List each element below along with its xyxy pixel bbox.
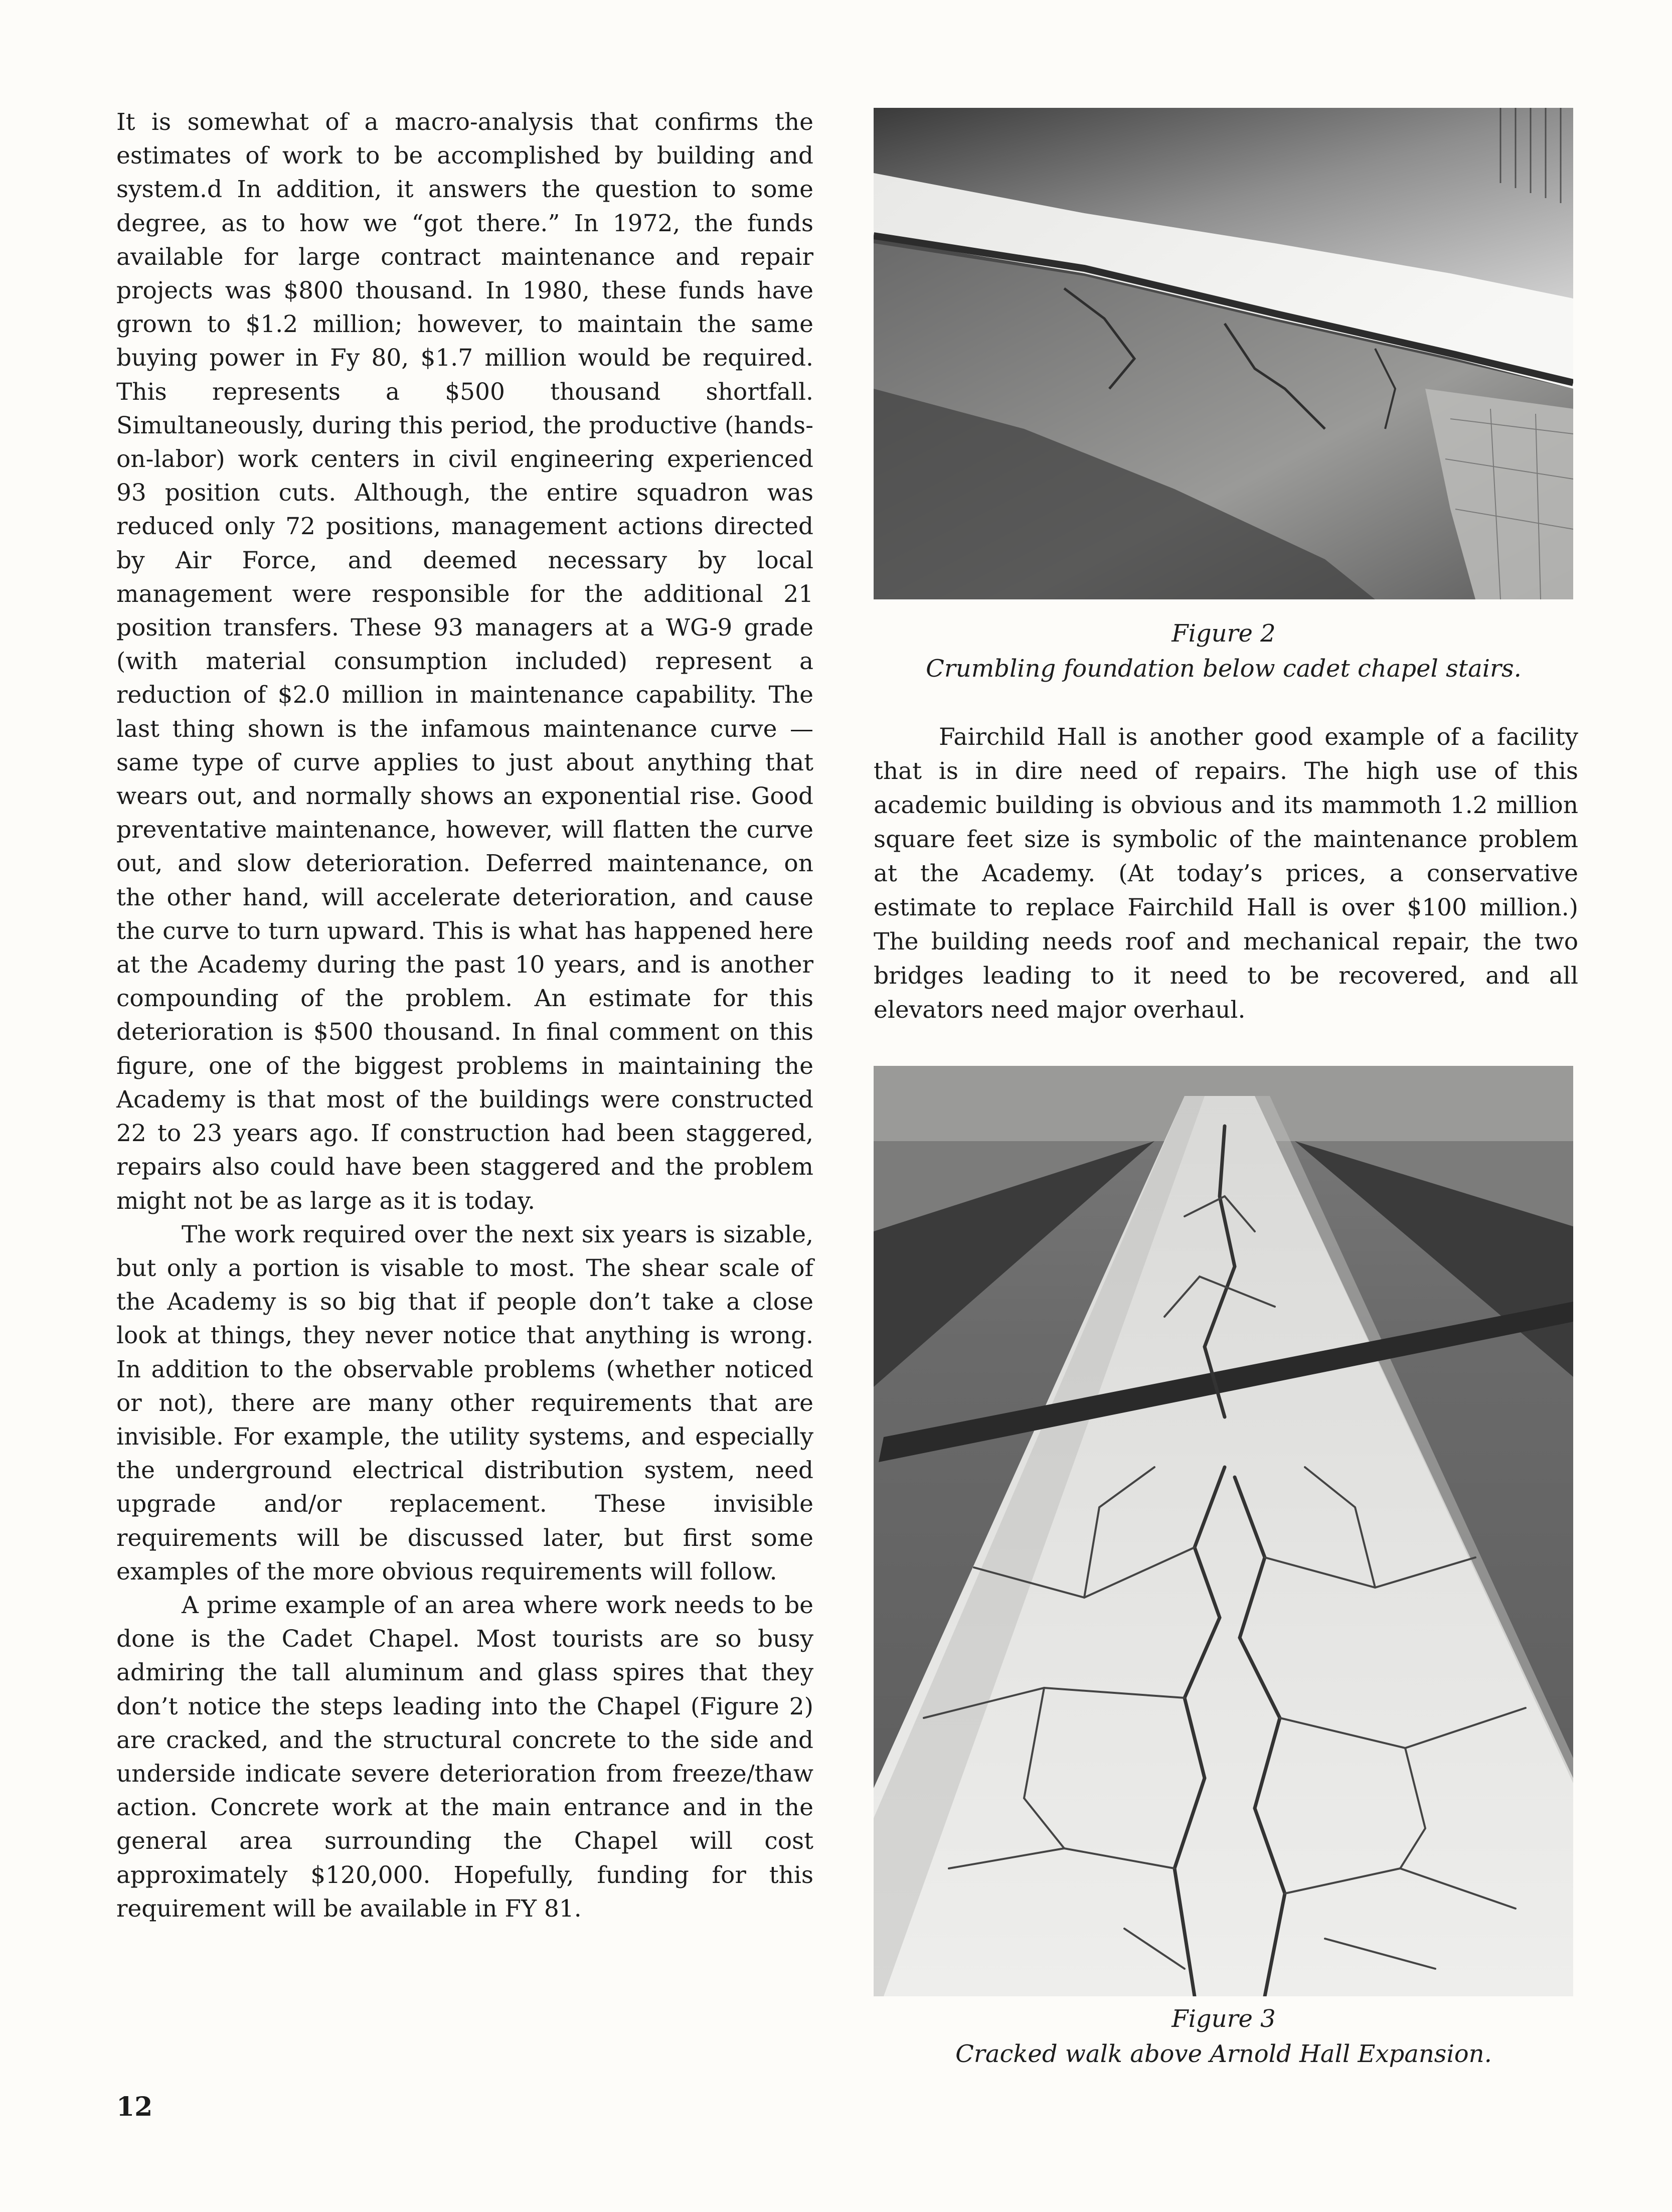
- right-column-paragraph: Fairchild Hall is another good example of a facility that is in dire need of repairs. The high use of this academic building is obvious and its mammoth 1.2 million square feet size is symbolic of the maintenance problem at the Academy. (At today’s prices, a conservative estimate to replace Fairchild Hall is over $100 million.) The building needs roof and mechanical repair, the two bridges leading to it need to be recovered, and all elevators need major overhaul.: [874, 723, 1578, 1024]
- body-paragraph-2: The work required over the next six years is sizable, but only a portion is visable to most. The shear scale of the Academy is so big that if people don’t take a close look at things, they never notice that anything is wrong. In addition to the observable problems (whether noticed or not), there are many other requirements that are invisible. For example, the utility systems, and especially the underground electrical distribution system, need upgrade and/or replacement. These invisible requirements will be discussed later, but first some examples of the more obvious requirements will follow.: [116, 1220, 813, 1586]
- figure-3-caption-text: Cracked walk above Arnold Hall Expansion.: [955, 2040, 1492, 2068]
- figure-3-caption: [848, 2001, 1600, 2072]
- figure-3-image: [874, 1066, 1573, 1996]
- right-column: [874, 720, 1578, 1027]
- figure-2-label: Figure 2: [1172, 619, 1276, 648]
- figure-2-image: [874, 108, 1573, 599]
- page-number: 12: [116, 2092, 153, 2122]
- figure-3-photo: [874, 1066, 1573, 1996]
- left-column: [116, 105, 813, 1926]
- figure-2-caption: [848, 616, 1600, 686]
- body-paragraph-3: A prime example of an area where work needs to be done is the Cadet Chapel. Most tourists are so busy admiring the tall aluminum and glass spires that they don’t notice the steps leading into the Chapel (Figure 2) are cracked, and the structural concrete to the side and underside indicate severe deterioration from freeze/thaw action. Concrete work at the main entrance and in the general area surrounding the Chapel will cost approximately $120,000. Hopefully, funding for this requirement will be available in FY 81.: [116, 1591, 813, 1923]
- figure-3-label: Figure 3: [1172, 2005, 1276, 2033]
- figure-2-photo: [874, 108, 1573, 599]
- body-paragraph-1: It is somewhat of a macro-analysis that confirms the estimates of work to be accomplished by building and system.d In addition, it answers the question to some degree, as to how we “got there.” In 1972, the funds available for large contract maintenance and repair projects was $800 thousand. In 1980, these funds have grown to $1.2 million; however, to maintain the same buying power in Fy 80, $1.7 million would be required. This represents a $500 thousand shortfall. Simultaneously, during this period, the productive (hands-on-labor) work centers in civil engineering experienced 93 position cuts. Although, the entire squadron was reduced only 72 positions, management actions directed by Air Force, and deemed necessary by local management were responsible for the additional 21 position transfers. These 93 managers at a WG-9 grade (with material consumption included) represent a reduction of $2.0 million in maintenance capability. The last thing shown is the infamous maintenance curve — same type of curve applies to just about anything that wears out, and normally shows an exponential rise. Good preventative maintenance, however, will flatten the curve out, and slow deterioration. Deferred maintenance, on the other hand, will accelerate deterioration, and cause the curve to turn upward. This is what has happened here at the Academy during the past 10 years, and is another compounding of the problem. An estimate for this deterioration is $500 thousand. In final comment on this figure, one of the biggest problems in maintaining the Academy is that most of the buildings were constructed 22 to 23 years ago. If construction had been staggered, repairs also could have been staggered and the problem might not be as large as it is today.: [116, 108, 813, 1215]
- figure-2-caption-text: Crumbling foundation below cadet chapel stairs.: [926, 655, 1522, 683]
